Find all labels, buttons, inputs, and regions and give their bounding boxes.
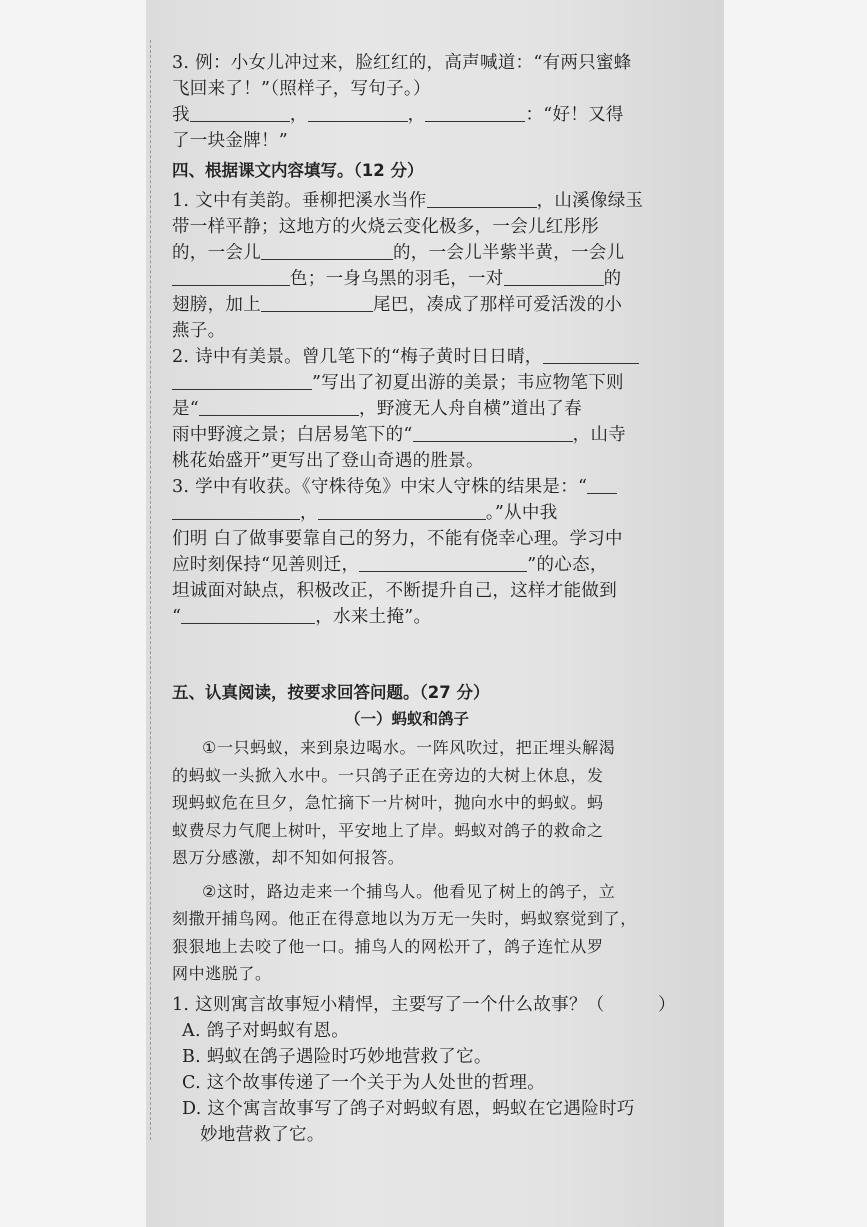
answer-blank[interactable] [427,189,537,208]
fill-text: 我 [172,105,190,125]
passage-line: 现蚂蚁危在旦夕，急忙摘下一片树叶，抛向水中的蚂蚁。蚂 [172,793,604,812]
s4-q2-line4 [172,422,642,448]
fill-text: “ [172,607,182,627]
fill-text: ，野渡无人舟自横”道出了春 [359,399,582,419]
s4-q2-line1 [172,344,642,370]
fill-text: ”写出了初夏出游的美景；韦应物笔下则 [312,373,624,393]
fill-text: ，山寺 [572,425,627,445]
q3-example-line2: 飞回来了！”（照样子，写句子。） [172,79,431,99]
s4-q1-line2: 带一样平静；这地方的火烧云变化极多，一会儿红彤彤 [172,217,600,237]
fill-text: 尾巴，凑成了那样可爱活泼的小 [373,295,623,315]
option-d[interactable]: D. 这个寓言故事写了鸽子对蚂蚁有恩，蚂蚁在它遇险时巧 [182,1098,635,1119]
s4-q1-line6: 燕子。 [172,321,226,341]
exam-content-upper [172,50,642,630]
question-1: 1. 这则寓言故事短小精悍，主要写了一个什么故事？（ ） [172,994,676,1015]
answer-blank[interactable] [425,103,525,122]
section5-heading: 五、认真阅读，按要求回答问题。（27 分） [172,683,490,702]
fill-text: ，水来土掩”。 [315,607,432,627]
exam-content-lower [172,680,676,1148]
passage-line: 狠狠地上去咬了他一口。捕鸟人的网松开了，鸽子连忙从罗 [172,936,604,956]
passage-line: 的蚂蚁一头掀入水中。一只鸽子正在旁边的大树上休息，发 [172,765,604,785]
answer-blank[interactable] [261,241,393,260]
fill-text: ， [300,503,318,523]
option-d-continued: 妙地营救了它。 [200,1124,325,1145]
fill-text: 2. 诗中有美景。曾几笔下的“梅子黄时日日晴， [172,347,543,367]
fill-text: ，山溪像绿玉 [536,191,644,211]
fill-text: 应时刻保持“见善则迁， [172,555,360,575]
fill-text: ”的心态， [527,555,608,575]
fill-text: 的，一会儿 [172,243,261,263]
passage-title: （一）蚂蚁和鸽子 [344,710,469,728]
answer-blank[interactable] [261,293,373,312]
fill-text: 雨中野渡之景；白居易笔下的“ [172,425,413,445]
answer-blank[interactable] [359,553,527,572]
fill-text: ， [289,105,308,125]
fill-text: 色；一身乌黑的羽毛，一对 [290,269,504,289]
answer-blank[interactable] [172,267,290,286]
fill-text: 3. 学中有收获。《守株待兔》中宋人守株的结果是：“ [172,477,588,497]
fill-text: 翅膀，加上 [172,295,261,315]
s4-q1-line1 [172,188,642,214]
answer-blank[interactable] [172,501,300,520]
answer-blank[interactable] [587,475,617,494]
q3-example-line1: 3. 例：小女儿冲过来，脸红红的，高声喊道：“有两只蜜蜂 [172,53,632,73]
answer-blank[interactable] [308,103,408,122]
passage-line: ①一只蚂蚁，来到泉边喝水。一阵风吹过，把正埋头解渴 [202,738,616,757]
q3-example-line4: 了一块金牌！” [172,131,289,151]
passage-line: 恩万分感激，却不知如何报答。 [172,848,405,867]
s4-q2-line3 [172,396,642,422]
answer-blank[interactable] [172,371,312,390]
s4-q3-line3: 们明 白了做事要靠自己的努力，不能有侥幸心理。学习中 [172,529,623,549]
answer-blank[interactable] [413,423,573,442]
fill-text: 。”从中我 [485,503,558,523]
passage-line: ②这时，路边走来一个捕鸟人。他看见了树上的鸽子，立 [202,881,616,901]
passage-line: 网中逃脱了。 [172,964,272,983]
answer-blank[interactable] [181,605,315,624]
fill-text: 的 [603,269,622,289]
fill-text: 的，一会儿半紫半黄，一会儿 [393,243,625,263]
s4-q1-line5 [172,292,642,318]
fill-text: 是“ [172,399,200,419]
s4-q3-line6 [172,604,642,630]
fill-text: ：“好！又得 [525,105,624,125]
option-a[interactable]: A. 鸽子对蚂蚁有恩。 [182,1020,350,1041]
option-b[interactable]: B. 蚂蚁在鸽子遇险时巧妙地营救了它。 [182,1046,492,1067]
passage-line: 刻撒开捕鸟网。他正在得意地以为万无一失时，蚂蚁察觉到了， [172,909,637,928]
s4-q1-line3 [172,240,642,266]
s4-q3-line1 [172,474,642,500]
q3-fill-line [172,102,642,128]
answer-blank[interactable] [543,345,639,364]
option-c[interactable]: C. 这个故事传递了一个关于为人处世的哲理。 [182,1072,545,1093]
answer-blank[interactable] [318,501,486,520]
s4-q1-line4 [172,266,642,292]
fill-text: ， [407,105,426,125]
s4-q3-line5: 坦诚面对缺点，积极改正，不断提升自己，这样才能做到 [172,581,617,601]
answer-blank[interactable] [504,267,604,286]
s4-q2-line2 [172,370,642,396]
s4-q3-line4 [172,552,642,578]
s4-q3-line2 [172,500,642,526]
binding-margin-line [150,40,151,1140]
answer-blank[interactable] [199,397,359,416]
passage-line: 蚁费尽力气爬上树叶，平安地上了岸。蚂蚁对鸽子的救命之 [172,820,604,840]
answer-blank[interactable] [190,103,290,122]
fill-text: 1. 文中有美韵。垂柳把溪水当作 [172,191,427,211]
section4-heading: 四、根据课文内容填写。（12 分） [172,161,424,180]
s4-q2-line5: 桃花始盛开”更写出了登山奇遇的胜景。 [172,451,484,471]
